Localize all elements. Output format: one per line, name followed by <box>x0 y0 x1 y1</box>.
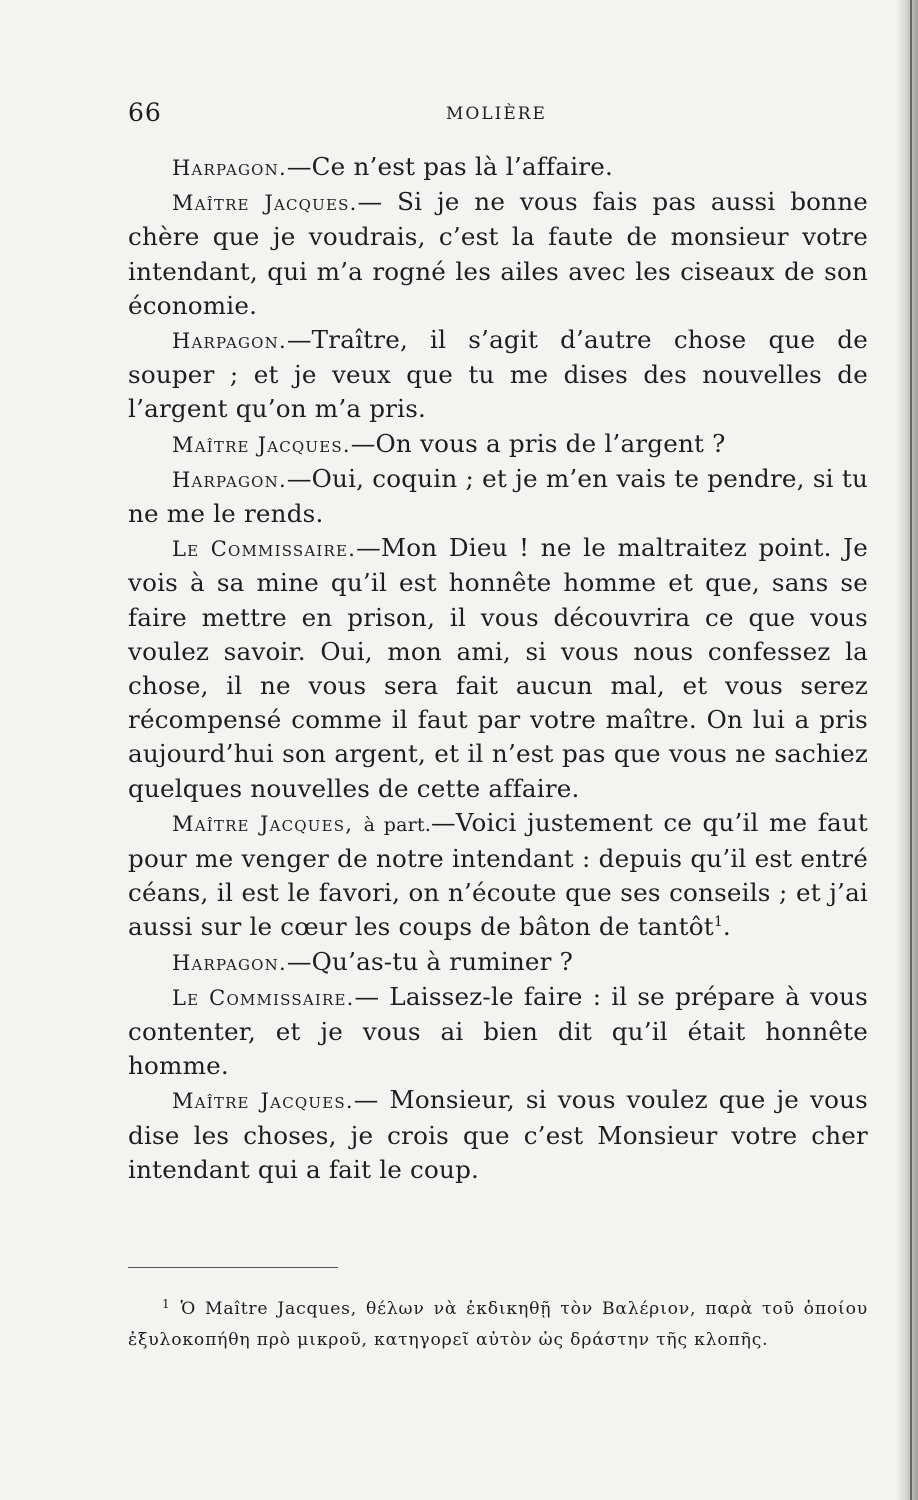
speech <box>128 1083 868 1187</box>
speaker-name: Le Commissaire. <box>172 537 357 562</box>
speech-text: —Qu’as-tu à ruminer ? <box>286 946 574 976</box>
page-number: 66 <box>128 98 162 127</box>
dialogue-text <box>128 150 868 1187</box>
speech <box>128 150 868 185</box>
speech-text: —On vous a pris de l’argent ? <box>350 428 726 458</box>
speaker-name: Harpagon. <box>172 329 287 354</box>
speaker-name: Maître Jacques. <box>172 191 358 216</box>
footnote-text: Ὁ Maître Jacques, θέλων νὰ ἐκδικηθῇ τὸν Βαλέριον, παρὰ τοῦ ὁποίου ἐξυλοκοπήθη πρὸ μικροῦ, κατηγορεῖ αὐτὸν ὡς δράστην τῆς κλοπῆς. <box>128 1299 868 1351</box>
speech-text: — Laissez-le faire : il se prépare à vous contenter, et je vous ai bien dit qu’il était honnête homme. <box>128 981 868 1081</box>
speech-text: —Voici justement ce qu’il me faut pour me venger de notre intendant : depuis qu’il est entré céans, il est le favori, on n’écoute que ses conseils ; et j’ai aussi sur le cœur les coups de bâton de tantôt <box>128 807 869 942</box>
page-edge-shadow <box>896 0 918 1500</box>
footnote-divider <box>128 1267 338 1268</box>
speaker-name: Maître Jacques. <box>172 1089 354 1114</box>
speech-text: — Si je ne vous fais pas aussi bonne chère que je voudrais, c’est la faute de monsieur votre intendant, qui m’a rogné les ailes avec les ciseaux de son économie. <box>128 187 868 320</box>
footnote-reference: 1 <box>713 914 723 931</box>
speaker-name: Le Commissaire. <box>172 985 355 1010</box>
speech <box>128 323 868 427</box>
footnote <box>128 1289 868 1356</box>
speech-text: —Traître, il s’agit d’autre chose que de souper ; et je veux que tu me dises des nouvelles de l’argent qu’on m’a pris. <box>128 325 868 424</box>
speech-text-end: . <box>722 912 731 942</box>
footnote-mark: 1 <box>162 1297 171 1312</box>
speech-text: —Oui, coquin ; et je m’en vais te pendre, si tu ne me le rends. <box>128 463 868 529</box>
speaker-name: Harpagon. <box>172 156 287 180</box>
speech-text: —Ce n’est pas là l’affaire. <box>286 152 613 181</box>
page-header <box>128 98 868 132</box>
speech <box>128 806 868 945</box>
running-title: MOLIÈRE <box>446 104 547 124</box>
page-edge-line <box>910 0 912 1500</box>
speech <box>128 185 868 323</box>
stage-direction: à part. <box>363 813 431 836</box>
speech-text: — Monsieur, si vous voulez que je vous dise les choses, je crois que c’est Monsieur votre cher intendant qui a fait le coup. <box>128 1085 868 1184</box>
speaker-name: Maître Jacques, <box>172 811 354 836</box>
speech-text: —Mon Dieu ! ne le maltraitez point. Je vois à sa mine qu’il est honnête homme et que, sans se faire mettre en prison, il vous découvrira ce que vous voulez savoir. Oui, mon ami, si vous nous confessez la chose, il ne vous sera fait aucun mal, et vous serez récompensé comme il faut par votre maître. On lui a pris aujourd’hui son argent, et il n’est pas que vous ne sachiez quelques nouvelles de cette affaire. <box>128 533 868 803</box>
speech <box>128 945 868 980</box>
speech <box>128 462 868 531</box>
speech <box>128 531 868 806</box>
speaker-name: Maître Jacques. <box>172 432 351 457</box>
speech <box>128 980 868 1084</box>
speaker-name: Harpagon. <box>172 950 287 975</box>
speech <box>128 427 868 462</box>
speaker-name: Harpagon. <box>172 467 287 492</box>
